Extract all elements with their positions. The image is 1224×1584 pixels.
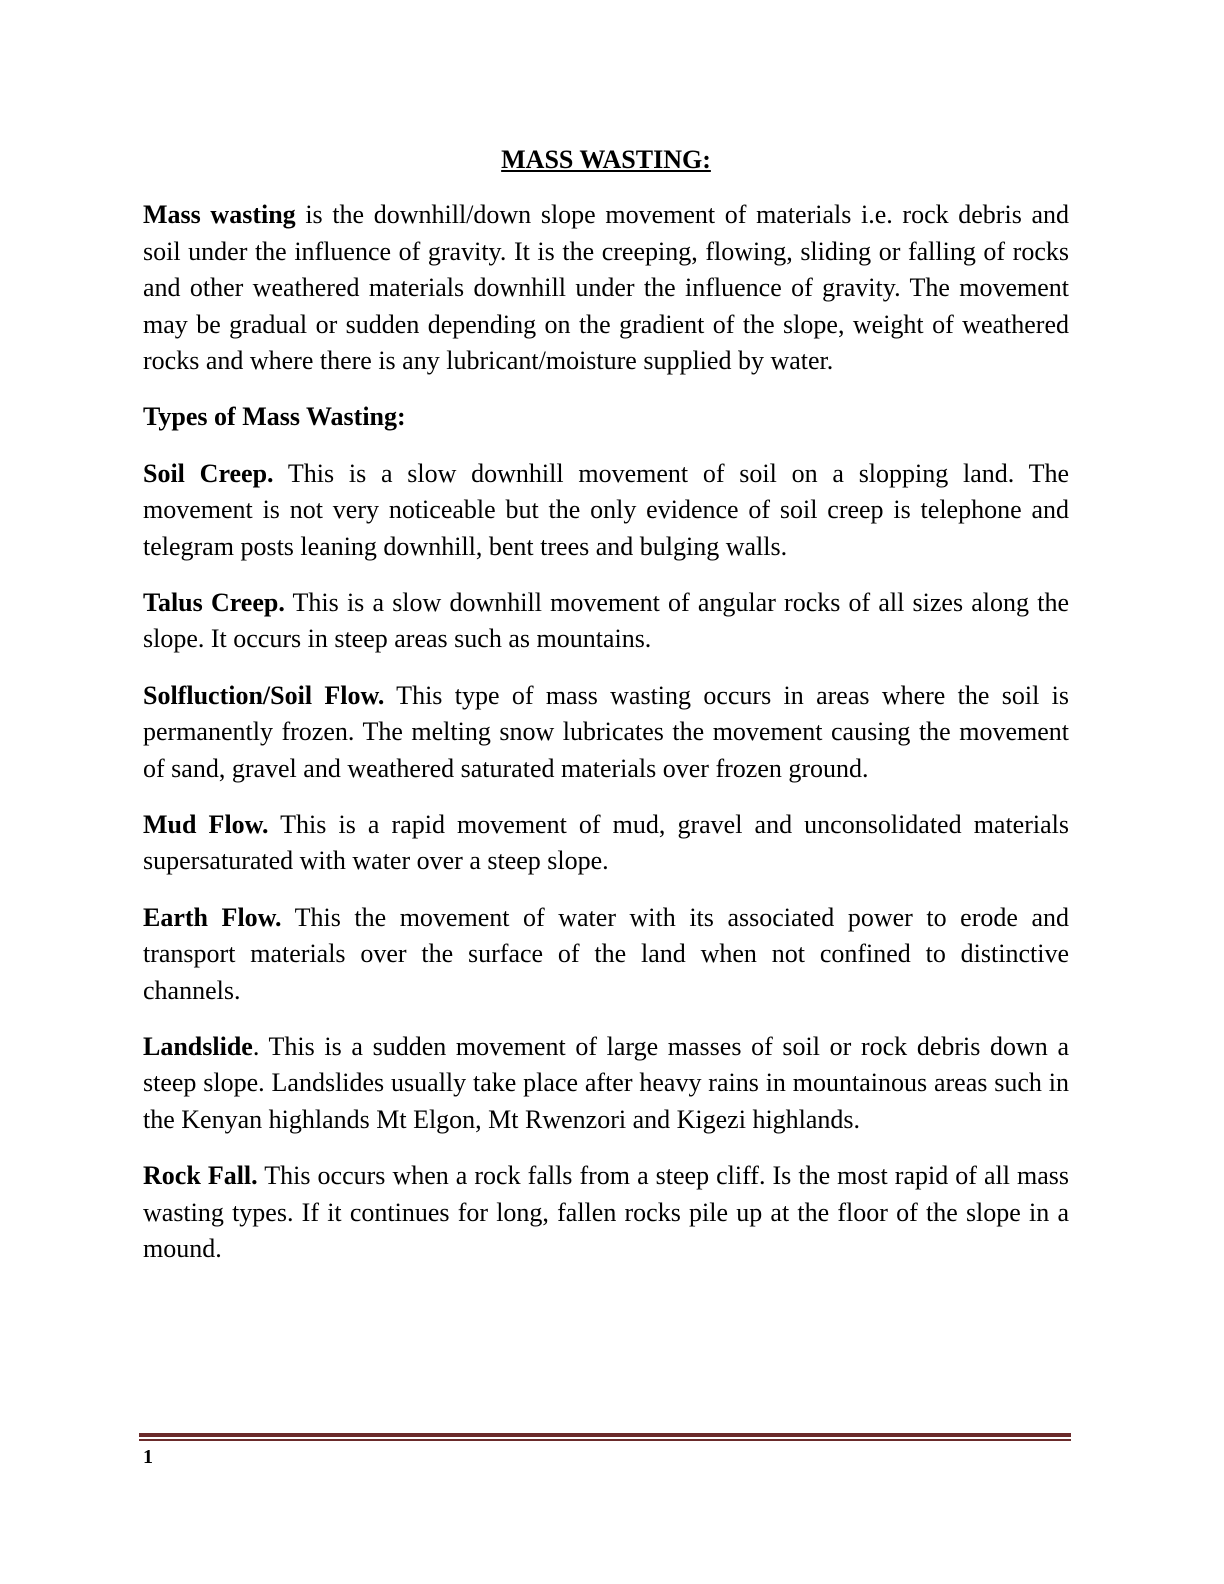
type-term: Landslide: [143, 1031, 253, 1061]
type-paragraph-solfluction: [143, 678, 1069, 788]
page-body: [143, 140, 1069, 1287]
type-text: This is a slow downhill movement of angular rocks of all sizes along the slope. It occurs in steep areas such as mountains.: [143, 587, 1069, 654]
page-number: 1: [143, 1446, 153, 1468]
type-text: This the movement of water with its associated power to erode and transport materials over the surface of the land when not confined to distinctive channels.: [143, 902, 1069, 1005]
intro-paragraph: [143, 197, 1069, 380]
type-paragraph-earth-flow: [143, 900, 1069, 1010]
type-text: This is a slow downhill movement of soil on a slopping land. The movement is not very noticeable but the only evidence of soil creep is telephone and telegram posts leaning downhill, bent trees and bulging walls.: [143, 458, 1069, 561]
type-term: Soil Creep.: [143, 458, 274, 488]
page-title: MASS WASTING:: [501, 145, 711, 174]
type-paragraph-rock-fall: [143, 1158, 1069, 1268]
type-text: . This is a sudden movement of large masses of soil or rock debris down a steep slope. Landslides usually take place after heavy rains in mountainous areas such in the Kenyan highlands Mt Elgon, Mt Rwenzori and Kigezi highlands.: [143, 1031, 1069, 1134]
intro-term: Mass wasting: [143, 200, 296, 229]
type-term: Rock Fall.: [143, 1161, 258, 1191]
type-paragraph-soil-creep: [143, 456, 1069, 566]
type-term: Talus Creep.: [143, 587, 285, 617]
type-paragraph-talus-creep: [143, 585, 1069, 658]
intro-text: is the downhill/down slope movement of materials i.e. rock debris and soil under the influence of gravity. It is the creeping, flowing, sliding or falling of rocks and other weathered materials downhill under the influence of gravity. The movement may be gradual or sudden depending on the gradient of the slope, weight of weathered rocks and where there is any lubricant/moisture supplied by water.: [143, 200, 1069, 376]
footer-divider-thin: [139, 1439, 1071, 1441]
type-text: This type of mass wasting occurs in areas where the soil is permanently frozen. The melting snow lubricates the movement causing the movement of sand, gravel and weathered saturated materials over frozen ground.: [143, 680, 1069, 783]
type-paragraph-landslide: [143, 1029, 1069, 1139]
types-heading: Types of Mass Wasting:: [143, 402, 406, 432]
type-term: Solfluction/Soil Flow.: [143, 680, 385, 710]
footer-divider: [139, 1433, 1071, 1441]
type-term: Earth Flow.: [143, 902, 282, 932]
type-term: Mud Flow.: [143, 809, 269, 839]
type-text: This occurs when a rock falls from a steep cliff. Is the most rapid of all mass wasting types. If it continues for long, fallen rocks pile up at the floor of the slope in a mound.: [143, 1161, 1070, 1264]
type-paragraph-mud-flow: [143, 807, 1069, 880]
type-text: This is a rapid movement of mud, gravel and unconsolidated materials supersaturated with water over a steep slope.: [143, 809, 1069, 876]
